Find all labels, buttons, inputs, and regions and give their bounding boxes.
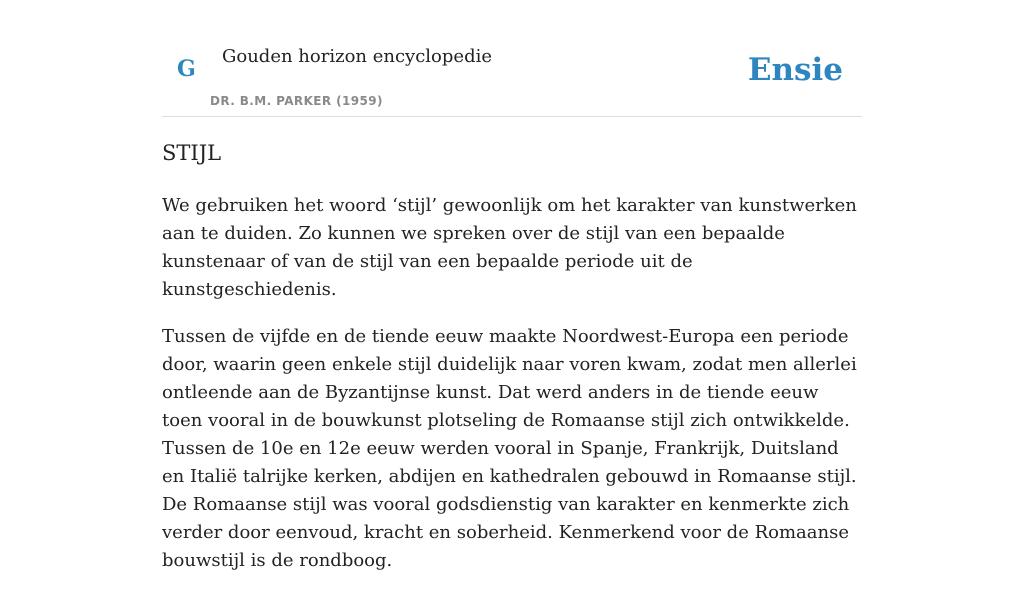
ensie-logo-link[interactable]: Ensie [747, 52, 843, 88]
entry-paragraph: We gebruiken het woord ‘stijl’ gewoonlijk om het karakter van kunstwerken aan te duiden. Zo kunnen we spreken over de stijl van een bepaalde kunstenaar of van de stijl van een bepaalde periode uit de kunstgeschiedenis. [162, 195, 857, 300]
source-title-link[interactable]: Gouden horizon encyclopedie [222, 46, 492, 67]
page-container [162, 0, 862, 571]
entry-header [162, 0, 862, 117]
page-title: STIJL [162, 141, 222, 165]
source-logo-icon[interactable]: G [177, 56, 196, 82]
source-author: DR. B.M. PARKER (1959) [210, 94, 383, 108]
entry-body [162, 192, 862, 594]
entry-paragraph: Tussen de vijfde en de tiende eeuw maakte Noordwest-Europa een periode door, waarin geen enkele stijl duidelijk naar voren kwam, zodat men allerlei ontleende aan de Byzantijnse kunst. Dat werd anders in de tiende eeuw toen vooral in de bouwkunst plotseling de Romaanse stijl zich ontwikkelde. Tussen de 10e en 12e eeuw werden vooral in Spanje, Frankrijk, Duitsland en Italië talrijke kerken, abdijen en kathedralen gebouwd in Romaanse stijl. De Romaanse stijl was vooral godsdienstig van karakter en kenmerkte zich verder door eenvoud, kracht en soberheid. Kenmerkend voor de Romaanse bouwstijl is de rondboog. [162, 326, 857, 571]
